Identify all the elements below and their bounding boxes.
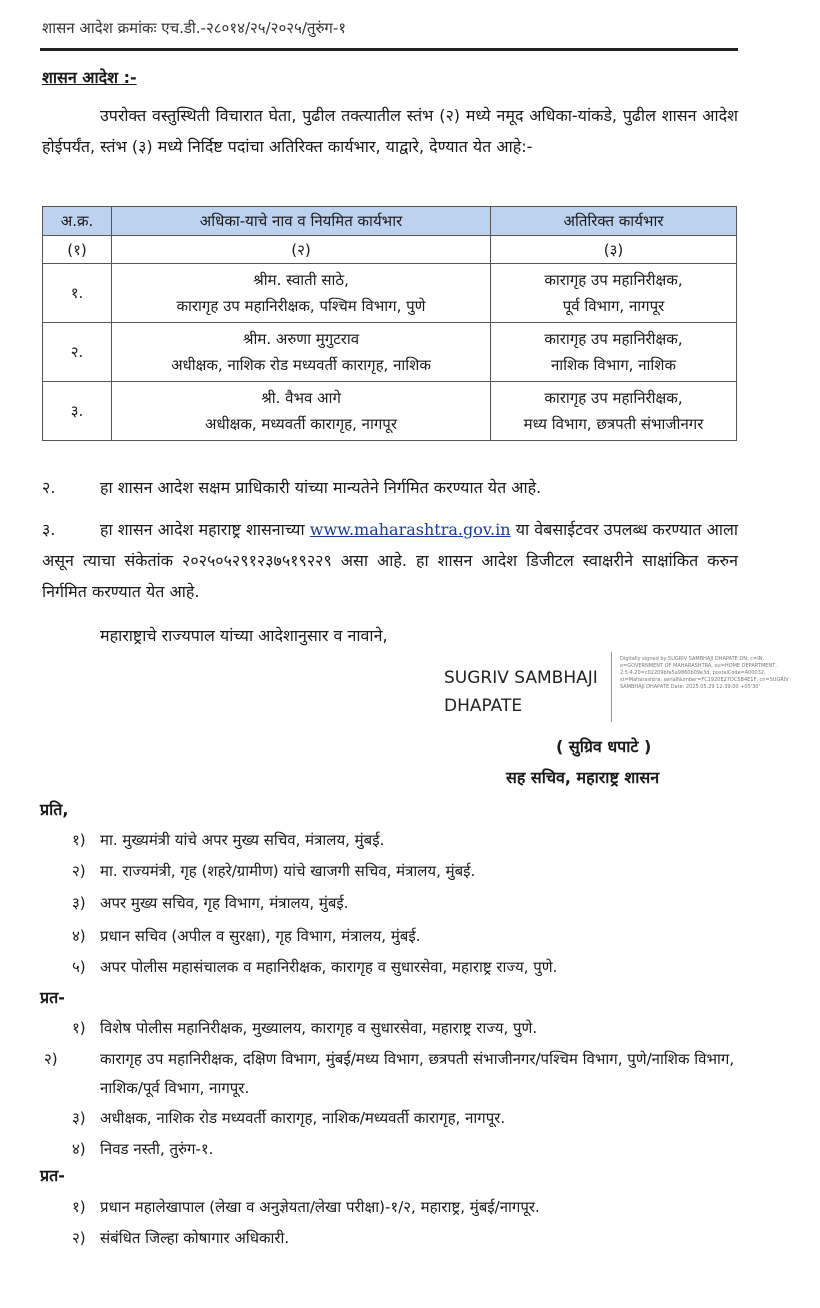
- digital-signature-name: [444, 664, 598, 720]
- list-item: १) मा. मुख्यमंत्री यांचे अपर मुख्य सचिव, मंत्रालय, मुंबई.: [72, 831, 385, 849]
- prat-title-2: प्रत-: [40, 1166, 65, 1185]
- header-officer: अधिका-याचे नाव व नियमित कार्यभार: [112, 207, 491, 236]
- row-serial: ३.: [43, 382, 112, 441]
- intro-paragraph: [42, 100, 738, 162]
- para2-number: २.: [42, 478, 56, 497]
- paragraph-3: [42, 514, 738, 607]
- row-additional: [491, 323, 737, 382]
- officer-name: श्री. वैभव आगे: [261, 389, 341, 407]
- signature-name-line-1: SUGRIV SAMBHAJI: [444, 668, 598, 688]
- additional-line-2: नाशिक विभाग, नाशिक: [550, 356, 677, 374]
- officer-regular-charge: कारागृह उप महानिरीक्षक, पश्चिम विभाग, पुणे: [176, 297, 426, 315]
- additional-line-2: मध्य विभाग, छत्रपती संभाजीनगर: [523, 415, 704, 433]
- header-additional: अतिरिक्त कार्यभार: [491, 207, 737, 236]
- table-header-row: [43, 207, 737, 236]
- additional-line-1: कारागृह उप महानिरीक्षक,: [544, 330, 683, 348]
- additional-line-1: कारागृह उप महानिरीक्षक,: [544, 271, 683, 289]
- signature-divider: [611, 652, 612, 722]
- paragraph-2: [42, 472, 738, 503]
- closing-text: महाराष्ट्राचे राज्यपाल यांच्या आदेशानुसार व नावाने,: [100, 626, 388, 645]
- row-officer: [112, 264, 491, 323]
- list-item: ३) अपर मुख्य सचिव, गृह विभाग, मंत्रालय, मुंबई.: [72, 894, 349, 912]
- signatory-name: ( सुग्रिव धपाटे ): [556, 737, 652, 756]
- list-item: १) विशेष पोलीस महानिरीक्षक, मुख्यालय, कारागृह व सुधारसेवा, महाराष्ट्र राज्य, पुणे.: [72, 1019, 538, 1037]
- row-additional: [491, 382, 737, 441]
- signature-name-line-2: DHAPATE: [444, 696, 523, 716]
- row-additional: [491, 264, 737, 323]
- para2-text: हा शासन आदेश सक्षम प्राधिकारी यांच्या मान्यतेने निर्गमित करण्यात येत आहे.: [100, 478, 542, 497]
- table-row: [43, 382, 737, 441]
- maharashtra-website-link[interactable]: www.maharashtra.gov.in: [309, 520, 511, 539]
- list-item: २) संबंधित जिल्हा कोषागार अधिकारी.: [72, 1229, 290, 1247]
- row-officer: [112, 382, 491, 441]
- row-serial: १.: [43, 264, 112, 323]
- officer-regular-charge: अधीक्षक, नाशिक रोड मध्यवर्ती कारागृह, नाशिक: [171, 356, 431, 374]
- signatory-designation: सह सचिव, महाराष्ट्र शासन: [506, 768, 660, 787]
- officer-name: श्रीम. अरुणा मुगुटराव: [242, 330, 360, 348]
- table-colnum-row: [43, 236, 737, 264]
- intro-text: उपरोक्त वस्तुस्थिती विचारात घेता, पुढील तक्त्यातील स्तंभ (२) मध्ये नमूद अधिका-यांकडे, पुढील शासन आदेश होईपर्यंत, स्तंभ (३) मध्ये निर्दिष्ट पदांचा अतिरिक्त कार्यभार, याद्वारे, देण्यात येत आहे:-: [42, 106, 738, 156]
- list-item: २) मा. राज्यमंत्री, गृह (शहरे/ग्रामीण) यांचे खाजगी सचिव, मंत्रालय, मुंबई.: [72, 862, 476, 880]
- para3-text-after: या वेबसाईटवर उपलब्ध करण्यात आला असून त्याचा संकेतांक २०२५०५२९१२३७५१९२२९ असा आहे. हा शासन आदेश डिजीटल स्वाक्षरीने साक्षांकित करुन निर्गमित करण्यात येत आहे.: [42, 520, 739, 601]
- list-item: ४) प्रधान सचिव (अपील व सुरक्षा), गृह विभाग, मंत्रालय, मुंबई.: [72, 927, 421, 945]
- colnum-1: (१): [43, 236, 112, 264]
- header-serial: अ.क्र.: [43, 207, 112, 236]
- closing-line: [42, 620, 738, 651]
- list-item: ४) निवड नस्ती, तुरुंग-१.: [72, 1140, 214, 1158]
- officer-name: श्रीम. स्वाती साठे,: [253, 271, 349, 289]
- table-row: [43, 323, 737, 382]
- row-serial: २.: [43, 323, 112, 382]
- list-item: ५) अपर पोलीस महासंचालक व महानिरीक्षक, कारागृह व सुधारसेवा, महाराष्ट्र राज्य, पुणे.: [72, 958, 558, 976]
- officers-table: [42, 206, 737, 441]
- prati-title: प्रति,: [40, 800, 69, 819]
- colnum-2: (२): [112, 236, 491, 264]
- para3-text-before: हा शासन आदेश महाराष्ट्र शासनाच्या: [100, 520, 305, 539]
- prat-title: प्रत-: [40, 988, 65, 1007]
- header-rule: [40, 48, 738, 51]
- list-item: २) कारागृह उप महानिरीक्षक, दक्षिण विभाग, मुंबई/मध्य विभाग, छत्रपती संभाजीनगर/पश्चिम विभाग, पुणे/नाशिक विभाग, नाशिक/पूर्व विभाग, नागपूर.: [44, 1050, 735, 1097]
- officer-regular-charge: अधीक्षक, मध्यवर्ती कारागृह, नागपूर: [205, 415, 397, 433]
- para3-number: ३.: [42, 520, 56, 539]
- additional-line-1: कारागृह उप महानिरीक्षक,: [544, 389, 683, 407]
- additional-line-2: पूर्व विभाग, नागपूर: [562, 297, 665, 315]
- row-officer: [112, 323, 491, 382]
- digital-signature-details: Digitally signed by SUGRIV SAMBHAJI DHAPATE DN: c=IN, o=GOVERNMENT OF MAHARASHTRA, ou=HOME DEPARTMENT, 2.5.4.20=c02209bfa5a9860b09e3d, postalCode=400032, st=Maharashtra, serialNumber=FC1920E27DC5B4E1F, cn=SUGRIV SAMBHAJI DHAPATE Date: 2025.05.29 12:39:00 +05'30': [620, 656, 789, 690]
- table-row: [43, 264, 737, 323]
- order-reference: शासन आदेश क्रमांकः एच.डी.-२८०१४/२५/२०२५/तुरुंग-१: [42, 19, 347, 37]
- list-item: ३) अधीक्षक, नाशिक रोड मध्यवर्ती कारागृह, नाशिक/मध्यवर्ती कारागृह, नागपूर.: [72, 1109, 506, 1127]
- colnum-3: (३): [491, 236, 737, 264]
- order-heading: शासन आदेश :-: [42, 68, 137, 87]
- list-item: १) प्रधान महालेखापाल (लेखा व अनुज्ञेयता/लेखा परीक्षा)-१/२, महाराष्ट्र, मुंबई/नागपूर.: [72, 1198, 540, 1216]
